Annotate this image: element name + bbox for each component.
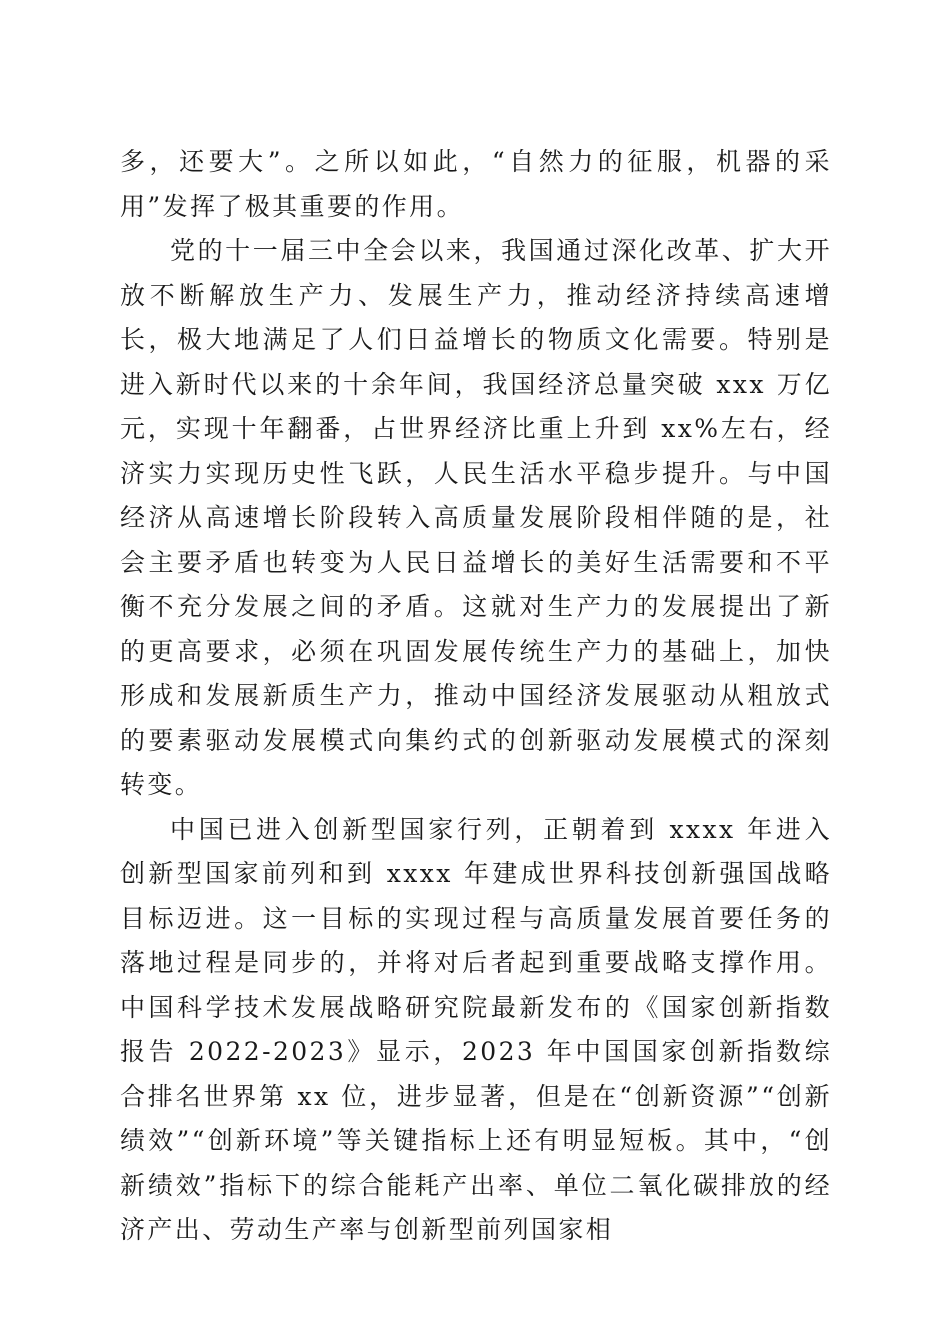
paragraph-reform-history: 党的十一届三中全会以来，我国通过深化改革、扩大开放不断解放生产力、发展生产力，推动经济持续高速增长，极大地满足了人们日益增长的物质文化需要。特别是进入新时代以来的十余年间，我国经济总量突破 xxx 万亿元，实现十年翻番，占世界经济比重上升到 xx%左右，经济实力实现历史性飞跃，人民生活水平稳步提升。与中国经济从高速增长阶段转入高质量发展阶段相伴随的是，社会主要矛盾也转变为人民日益增长的美好生活需要和不平衡不充分发展之间的矛盾。这就对生产力的发展提出了新的更高要求，必须在巩固发展传统生产力的基础上，加快形成和发展新质生产力，推动中国经济发展驱动从粗放式的要素驱动发展模式向集约式的创新驱动发展模式的深刻转变。 bbox=[120, 236, 832, 799]
paragraph-innovation-nation: 中国已进入创新型国家行列，正朝着到 xxxx 年进入创新型国家前列和到 xxxx 年建成世界科技创新强国战略目标迈进。这一目标的实现过程与高质量发展首要任务的落地过程是同步的，并将对后者起到重要战略支撑作用。中国科学技术发展战略研究院最新发布的《国家创新指数报告 2022-2023》显示，2023 年中国国家创新指数综合排名世界第 xx 位，进步显著，但是在“创新资源”“创新绩效”“创新环境”等关键指标上还有明显短板。其中，“创新绩效”指标下的综合能耗产出率、单位二氧化碳排放的经济产出、劳动生产率与创新型前列国家相 bbox=[120, 814, 832, 1244]
body-text bbox=[120, 140, 832, 1253]
paragraph-continuation: 多，还要大”。之所以如此，“自然力的征服，机器的采用”发挥了极其重要的作用。 bbox=[120, 147, 832, 221]
